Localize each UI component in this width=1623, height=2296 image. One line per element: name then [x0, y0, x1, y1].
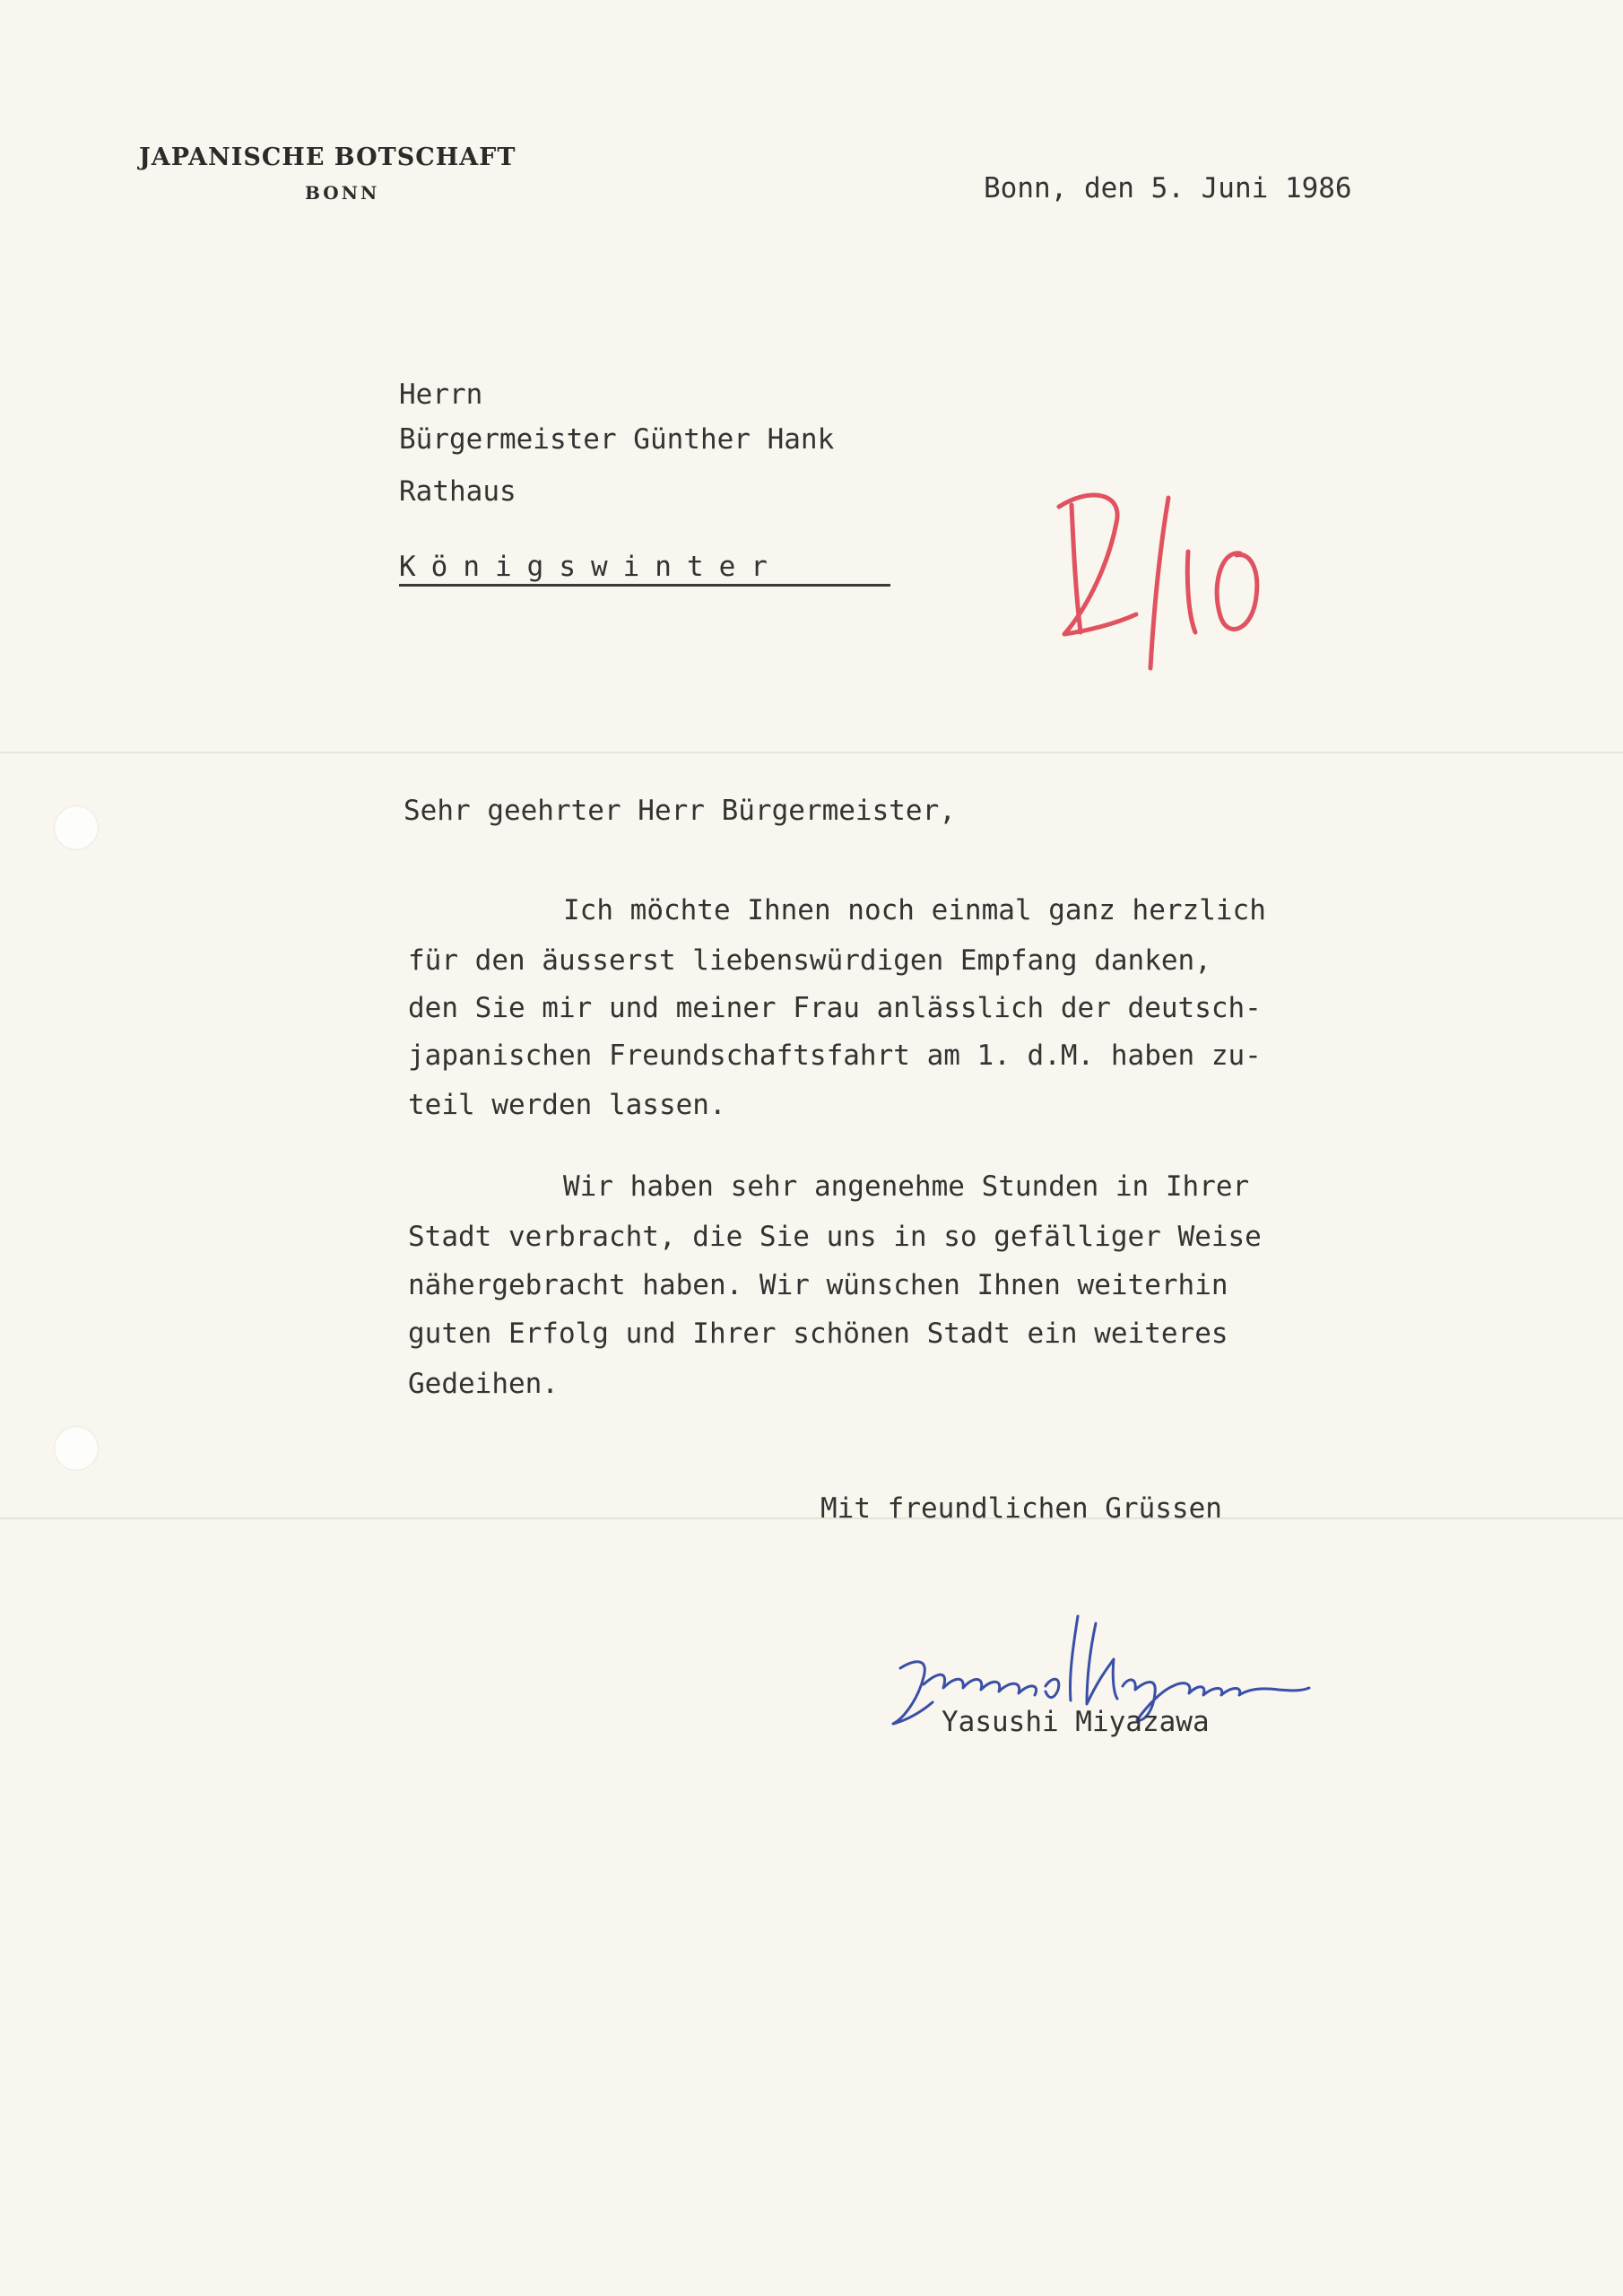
paragraph1-line: Ich möchte Ihnen noch einmal ganz herzlich — [563, 894, 1266, 926]
recipient-city: Königswinter — [399, 551, 783, 583]
paragraph1-line: teil werden lassen. — [408, 1089, 726, 1121]
punch-hole — [54, 1426, 99, 1471]
paragraph1-line: den Sie mir und meiner Frau anlässlich der deutsch- — [408, 992, 1262, 1024]
closing: Mit freundlichen Grüssen — [820, 1492, 1222, 1525]
salutation: Sehr geehrter Herr Bürgermeister, — [404, 795, 956, 827]
handwritten-file-mark — [1054, 480, 1269, 677]
recipient-name: Bürgermeister Günther Hank — [399, 423, 835, 456]
date-line: Bonn, den 5. Juni 1986 — [984, 172, 1352, 204]
recipient-address: Rathaus — [399, 475, 516, 508]
paragraph2-line: nähergebracht haben. Wir wünschen Ihnen weiterhin — [408, 1269, 1228, 1301]
recipient-city-underline — [399, 584, 890, 587]
paragraph1-line: japanischen Freundschaftsfahrt am 1. d.M. haben zu- — [408, 1039, 1262, 1072]
paragraph2-line: Gedeihen. — [408, 1368, 559, 1400]
signer-name: Yasushi Miyazawa — [942, 1706, 1210, 1738]
letterhead-organization: JAPANISCHE BOTSCHAFT — [139, 144, 516, 171]
punch-hole — [54, 805, 99, 850]
fold-line — [0, 752, 1623, 753]
fold-line — [0, 1518, 1623, 1519]
recipient-salutation: Herrn — [399, 378, 483, 411]
paragraph2-line: Wir haben sehr angenehme Stunden in Ihrer — [563, 1170, 1250, 1203]
paragraph1-line: für den äusserst liebenswürdigen Empfang danken, — [408, 944, 1211, 977]
letterhead-city: BONN — [305, 182, 380, 204]
paragraph2-line: guten Erfolg und Ihrer schönen Stadt ein weiteres — [408, 1318, 1228, 1350]
paragraph2-line: Stadt verbracht, die Sie uns in so gefälliger Weise — [408, 1221, 1262, 1253]
